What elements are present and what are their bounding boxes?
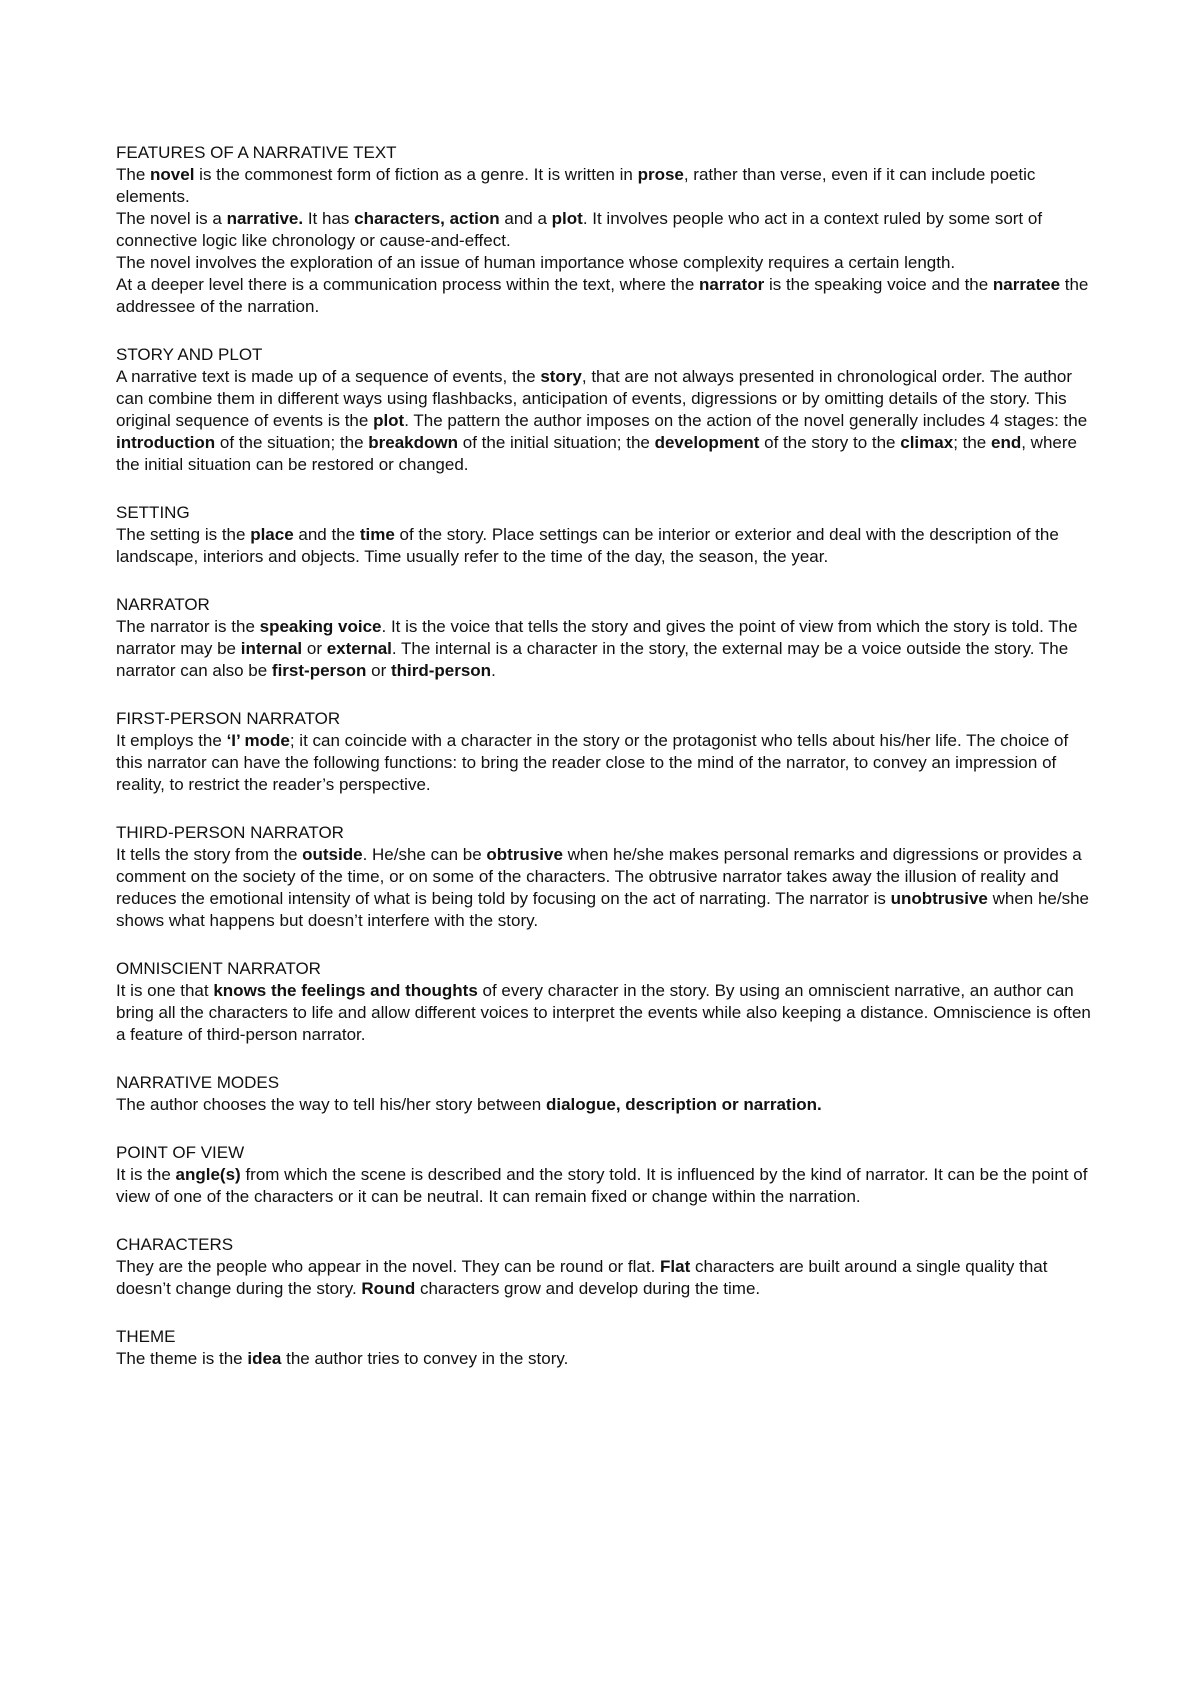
text-run: . It is the voice that tells the story and gives the point of view from which the story is told. The narrator may be bbox=[116, 617, 1078, 658]
bold-term: Round bbox=[361, 1279, 416, 1298]
text-run: The setting is the bbox=[116, 525, 251, 544]
section-theme bbox=[116, 1326, 1096, 1370]
text-run: . The pattern the author imposes on the action of the novel generally includes 4 stages: the bbox=[404, 411, 1088, 430]
section-heading: STORY AND PLOT bbox=[116, 345, 263, 364]
bold-term: plot bbox=[551, 209, 583, 228]
bold-term: prose bbox=[637, 165, 684, 184]
text-run: , where the initial situation can be restored or changed. bbox=[116, 433, 1077, 474]
paragraph bbox=[116, 208, 1096, 252]
bold-term: breakdown bbox=[368, 433, 459, 452]
paragraph bbox=[116, 616, 1096, 682]
text-run: and the bbox=[293, 525, 360, 544]
section-heading: CHARACTERS bbox=[116, 1235, 234, 1254]
text-run: from which the scene is described and the story told. It is influenced by the kind of narrator. It can be the point of view of one of the characters or it can be neutral. It can remain fixed or change within the narration. bbox=[116, 1165, 1088, 1206]
section-omniscient-narrator bbox=[116, 958, 1096, 1046]
section-heading: OMNISCIENT NARRATOR bbox=[116, 959, 321, 978]
text-run: , rather than verse, even if it can include poetic elements. bbox=[116, 165, 1036, 206]
bold-term: unobtrusive bbox=[890, 889, 988, 908]
paragraph bbox=[116, 980, 1096, 1046]
bold-term: narratee bbox=[992, 275, 1061, 294]
section-heading: POINT OF VIEW bbox=[116, 1143, 245, 1162]
text-run: . He/she can be bbox=[362, 845, 487, 864]
text-run: It has bbox=[303, 209, 355, 228]
text-run: . It involves people who act in a context ruled by some sort of connective logic like chronology or cause-and-effect. bbox=[116, 209, 1043, 250]
bold-term: ‘I’ mode bbox=[226, 731, 290, 750]
text-run: is the speaking voice and the bbox=[764, 275, 993, 294]
text-run: of the situation; the bbox=[215, 433, 369, 452]
section-narrator bbox=[116, 594, 1096, 682]
bold-term: knows the feelings and thoughts bbox=[213, 981, 478, 1000]
text-run: the addressee of the narration. bbox=[116, 275, 1089, 316]
bold-term: characters, action bbox=[354, 209, 500, 228]
bold-term: first-person bbox=[271, 661, 367, 680]
section-characters bbox=[116, 1234, 1096, 1300]
section-heading: NARRATIVE MODES bbox=[116, 1073, 280, 1092]
text-run: of the initial situation; the bbox=[458, 433, 655, 452]
bold-term: novel bbox=[150, 165, 195, 184]
text-run: . The internal is a character in the story, the external may be a voice outside the story. The narrator can also be bbox=[116, 639, 1069, 680]
bold-term: speaking voice bbox=[259, 617, 382, 636]
text-run: of the story to the bbox=[759, 433, 901, 452]
text-run: The theme is the bbox=[116, 1349, 248, 1368]
section-heading: NARRATOR bbox=[116, 595, 210, 614]
bold-term: plot bbox=[373, 411, 405, 430]
text-run: It tells the story from the bbox=[116, 845, 303, 864]
text-run: The narrator is the bbox=[116, 617, 260, 636]
bold-term: story bbox=[540, 367, 582, 386]
section-setting bbox=[116, 502, 1096, 568]
text-run: when he/she makes personal remarks and digressions or provides a comment on the society of the time, or on some of the characters. The obtrusive narrator takes away the illusion of reality and reduces the emotional intensity of what is being told by focusing on the act of narrating. The narrator is bbox=[116, 845, 1082, 908]
paragraph bbox=[116, 164, 1096, 208]
bold-term: outside bbox=[302, 845, 363, 864]
bold-term: idea bbox=[247, 1349, 282, 1368]
paragraph bbox=[116, 730, 1096, 796]
text-run: characters are built around a single quality that doesn’t change during the story. bbox=[116, 1257, 1048, 1298]
text-run: when he/she shows what happens but doesn’t interfere with the story. bbox=[116, 889, 1090, 930]
bold-term: external bbox=[326, 639, 392, 658]
text-run: of the story. Place settings can be interior or exterior and deal with the description of the landscape, interiors and objects. Time usually refer to the time of the day, the season, the year. bbox=[116, 525, 1059, 566]
bold-term: narrative. bbox=[226, 209, 304, 228]
text-run: The novel is a bbox=[116, 209, 227, 228]
document-page bbox=[116, 142, 1096, 1396]
text-run: ; the bbox=[953, 433, 991, 452]
section-first-person-narrator bbox=[116, 708, 1096, 796]
bold-term: third-person bbox=[390, 661, 492, 680]
bold-term: end bbox=[991, 433, 1022, 452]
bold-term: Flat bbox=[660, 1257, 691, 1276]
text-run: A narrative text is made up of a sequence of events, the bbox=[116, 367, 541, 386]
text-run: characters grow and develop during the time. bbox=[415, 1279, 761, 1298]
bold-term: time bbox=[359, 525, 395, 544]
section-heading: THEME bbox=[116, 1327, 176, 1346]
text-run: the author tries to convey in the story. bbox=[281, 1349, 569, 1368]
bold-term: place bbox=[250, 525, 294, 544]
text-run: , that are not always presented in chronological order. The author can combine them in different ways using flashbacks, anticipation of events, digressions or by omitting details of the story. This original sequence of events is the bbox=[116, 367, 1073, 430]
section-narrative-modes bbox=[116, 1072, 1096, 1116]
section-heading: THIRD-PERSON NARRATOR bbox=[116, 823, 344, 842]
text-run: The author chooses the way to tell his/her story between bbox=[116, 1095, 546, 1114]
text-run: The novel involves the exploration of an issue of human importance whose complexity requires a certain length. bbox=[116, 253, 956, 272]
text-run: and a bbox=[499, 209, 552, 228]
section-features-of-a-narrative-text bbox=[116, 142, 1096, 318]
section-point-of-view bbox=[116, 1142, 1096, 1208]
paragraph bbox=[116, 1256, 1096, 1300]
bold-term: angle(s) bbox=[175, 1165, 241, 1184]
text-run: It is the bbox=[116, 1165, 176, 1184]
bold-term: obtrusive bbox=[486, 845, 563, 864]
bold-term: dialogue, description or narration. bbox=[545, 1095, 822, 1114]
paragraph bbox=[116, 252, 1096, 274]
text-run: is the commonest form of fiction as a genre. It is written in bbox=[194, 165, 638, 184]
paragraph bbox=[116, 844, 1096, 932]
paragraph bbox=[116, 274, 1096, 318]
section-heading: FIRST-PERSON NARRATOR bbox=[116, 709, 341, 728]
text-run: ; it can coincide with a character in the story or the protagonist who tells about his/her life. The choice of this narrator can have the following functions: to bring the reader close to the mind of the narrator, to convey an impression of reality, to restrict the reader’s perspective. bbox=[116, 731, 1069, 794]
bold-term: internal bbox=[240, 639, 303, 658]
text-run: or bbox=[302, 639, 327, 658]
paragraph bbox=[116, 1164, 1096, 1208]
bold-term: development bbox=[654, 433, 760, 452]
paragraph bbox=[116, 524, 1096, 568]
paragraph bbox=[116, 1348, 1096, 1370]
text-run: It employs the bbox=[116, 731, 227, 750]
text-run: of every character in the story. By using an omniscient narrative, an author can bring all the characters to life and allow different voices to interpret the events while also keeping a distance. Omniscience is often a feature of third-person narrator. bbox=[116, 981, 1091, 1044]
bold-term: narrator bbox=[699, 275, 765, 294]
text-run: or bbox=[366, 661, 391, 680]
bold-term: introduction bbox=[116, 433, 216, 452]
text-run: . bbox=[491, 661, 496, 680]
text-run: It is one that bbox=[116, 981, 214, 1000]
text-run: At a deeper level there is a communication process within the text, where the bbox=[116, 275, 700, 294]
paragraph bbox=[116, 366, 1096, 476]
section-heading: FEATURES OF A NARRATIVE TEXT bbox=[116, 143, 397, 162]
text-run: The bbox=[116, 165, 151, 184]
section-third-person-narrator bbox=[116, 822, 1096, 932]
section-story-and-plot bbox=[116, 344, 1096, 476]
bold-term: climax bbox=[900, 433, 954, 452]
text-run: They are the people who appear in the novel. They can be round or flat. bbox=[116, 1257, 661, 1276]
section-heading: SETTING bbox=[116, 503, 190, 522]
paragraph bbox=[116, 1094, 1096, 1116]
